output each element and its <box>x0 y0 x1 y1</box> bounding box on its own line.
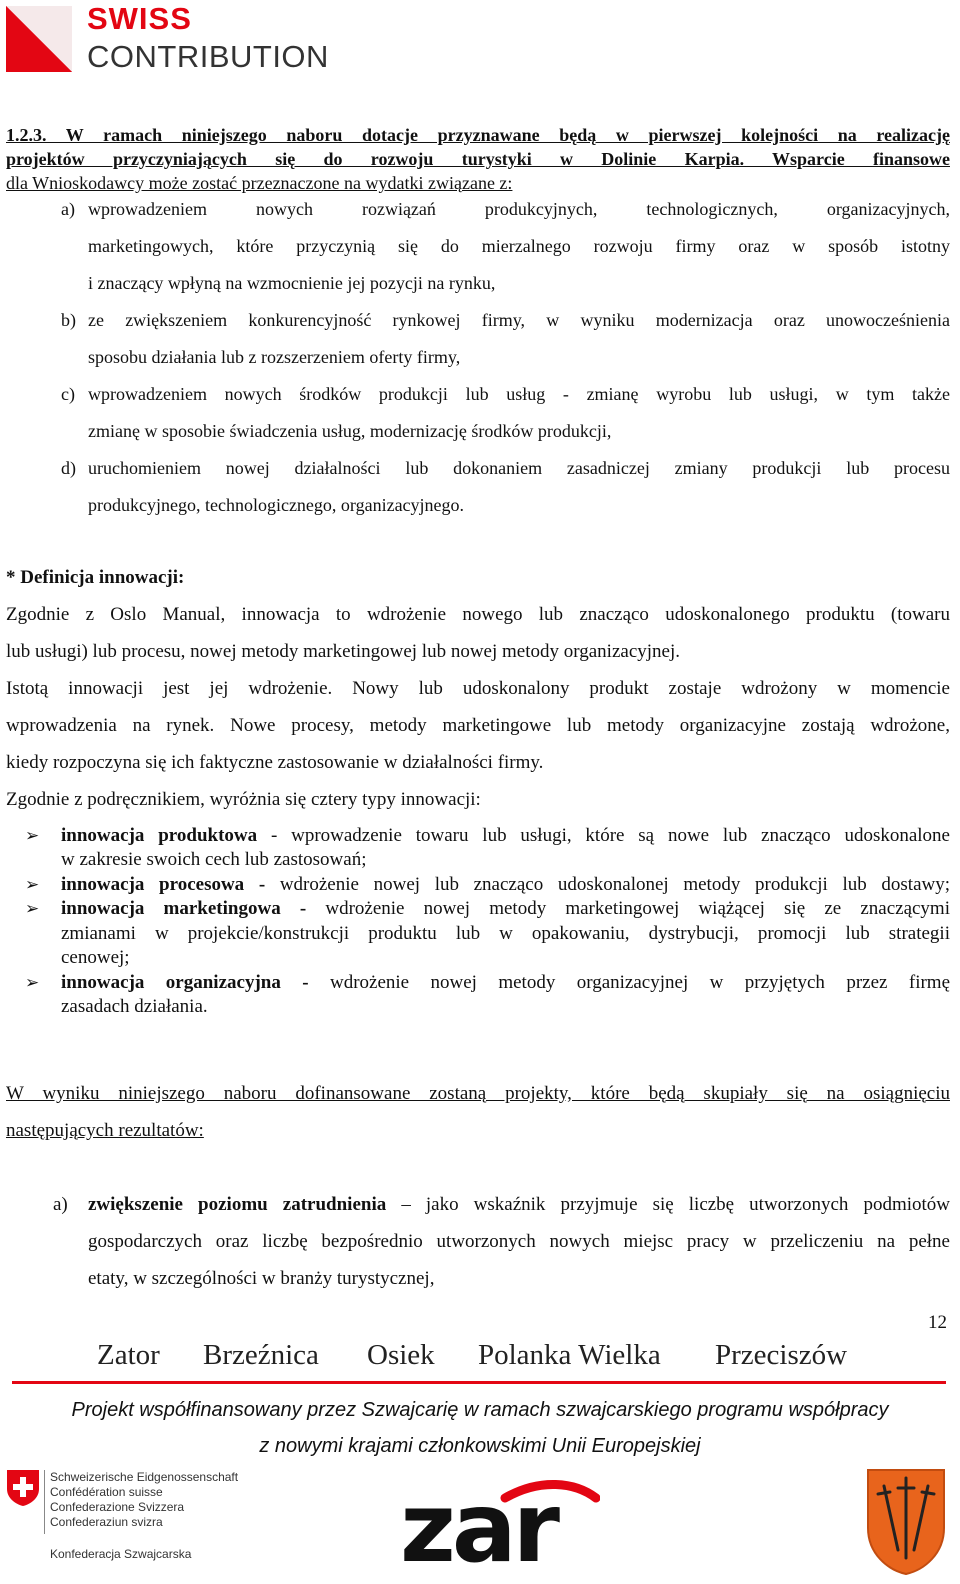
innovation-type-desc: wprowadzenie towaru lub usługi, które są nowe lub znacząco udoskonalone <box>291 825 950 846</box>
innovation-type-term: innowacja procesowa - <box>61 874 266 895</box>
list-item-a-line-3: i znaczący wpłyną na wzmocnienie jej pozycji na rynku, <box>88 273 496 293</box>
town-osiek: Osiek <box>367 1339 435 1371</box>
list-marker-a: a) <box>61 199 75 219</box>
definition-heading: * Definicja innowacji: <box>6 567 185 588</box>
results-item-desc: – jako wskaźnik przyjmuje się liczbę utworzonych podmiotów <box>401 1194 950 1215</box>
zar-logo <box>400 1472 600 1584</box>
innovation-type-process-line-1 <box>61 873 950 897</box>
list-item-c-line-2: zmianę w sposobie świadczenia usług, modernizację środków produkcji, <box>88 421 612 441</box>
innovation-type-organizational-line-2: zasadach działania. <box>61 996 208 1017</box>
coat-of-arms-icon <box>866 1468 946 1576</box>
bullet-arrow-icon: ➢ <box>25 875 40 894</box>
innovation-type-desc: wdrożenie nowej lub znacząco udoskonalonej metody produkcji lub dostawy; <box>279 874 951 895</box>
confed-line-3: Confederazione Svizzera <box>50 1500 185 1514</box>
list-item-a-line-1: wprowadzeniem nowych rozwiązań produkcyjnych, technologicznych, organizacyjnych, <box>88 199 950 219</box>
section-heading-line-1: 1.2.3. W ramach niniejszego naboru dotacje przyznawane będą w pierwszej kolejności na realizację <box>6 125 950 145</box>
definition-p2-line-2: wprowadzenia na rynek. Nowe procesy, metody marketingowe lub metody organizacyjne zostają wdrożone, <box>6 715 950 736</box>
logo-text-swiss: SWISS <box>87 1 192 36</box>
town-brzeznica: Brzeźnica <box>203 1339 319 1371</box>
confed-divider <box>44 1470 45 1534</box>
footer-project-line-2: z nowymi krajami członkowskimi Unii Europejskiej <box>259 1435 701 1457</box>
list-item-c-line-1: wprowadzeniem nowych środków produkcji lub usług - zmianę wyrobu lub usługi, w tym także <box>88 384 950 404</box>
confed-line-4: Confederaziun svizra <box>50 1515 163 1529</box>
definition-p1-line-2: lub usługi) lub procesu, nowej metody marketingowej lub nowej metody organizacyjnej. <box>6 641 680 662</box>
innovation-type-desc: wdrożenie nowej metody marketingowej wiążącej się ze znaczącymi <box>325 898 950 919</box>
swiss-contribution-flag-icon <box>6 6 72 72</box>
definition-p2-line-3: kiedy rozpoczyna się ich faktyczne zastosowanie w działalności firmy. <box>6 752 544 773</box>
town-przeciszow: Przeciszów <box>715 1339 848 1371</box>
footer-project-line-1: Projekt współfinansowany przez Szwajcarię w ramach szwajcarskiego programu współpracy <box>71 1399 889 1421</box>
list-item-d-line-1: uruchomieniem nowej działalności lub dokonaniem zasadniczej zmiany produkcji lub procesu <box>88 458 950 478</box>
section-heading-line-3: dla Wnioskodawcy może zostać przeznaczone na wydatki związane z: <box>6 173 513 193</box>
logo-text-contribution: CONTRIBUTION <box>87 39 329 74</box>
innovation-type-marketing-line-2: zmianami w projekcie/konstrukcji produktu lub w opakowaniu, dystrybucji, promocji lub strategii <box>61 923 950 944</box>
list-marker-d: d) <box>61 458 76 478</box>
section-line2-text: projektów przyczyniających się do rozwoju turystyki w Dolinie Karpia. Wsparcie finansowe <box>6 149 950 169</box>
innovation-type-marketing-line-1 <box>61 897 950 921</box>
bullet-arrow-icon: ➢ <box>25 973 40 992</box>
results-item-a-line-1 <box>88 1193 950 1217</box>
section-heading-line-2 <box>6 147 950 171</box>
term-separator <box>306 898 325 919</box>
footer-divider <box>12 1381 946 1384</box>
confed-polish-name: Konfederacja Szwajcarska <box>50 1547 192 1561</box>
innovation-type-product-line-1 <box>61 824 950 848</box>
term-separator <box>265 874 280 895</box>
list-item-d-line-2: produkcyjnego, technologicznego, organizacyjnego. <box>88 495 465 515</box>
innovation-type-organizational-line-1 <box>61 971 950 995</box>
list-marker-b: b) <box>61 310 76 330</box>
innovation-type-term: innowacja marketingowa - <box>61 898 307 919</box>
list-item-b-line-2: sposobu działania lub z rozszerzeniem oferty firmy, <box>88 347 461 367</box>
zar-logo-text: zar <box>400 1472 556 1584</box>
town-zator: Zator <box>97 1339 160 1371</box>
results-item-term: zwiększenie poziomu zatrudnienia <box>88 1194 387 1215</box>
results-intro-line-2: następujących rezultatów: <box>6 1120 204 1141</box>
term-separator: - <box>257 825 292 846</box>
list-item-a-line-2: marketingowych, które przyczynią się do mierzalnego rozwoju firmy oraz w sposób istotny <box>88 236 950 256</box>
bullet-arrow-icon: ➢ <box>25 826 40 845</box>
results-item-a-line-3: etaty, w szczególności w branży turystycznej, <box>88 1268 435 1289</box>
swiss-cross-shield-icon <box>6 1469 40 1507</box>
definition-p1-line-1: Zgodnie z Oslo Manual, innowacja to wdrożenie nowego lub znacząco udoskonalonego produktu (towaru <box>6 604 950 625</box>
innovation-type-marketing-line-3: cenowej; <box>61 947 130 968</box>
term-separator <box>309 972 330 993</box>
definition-p2-line-1: Istotą innowacji jest jej wdrożenie. Nowy lub udoskonalony produkt zostaje wdrożony w momencie <box>6 678 950 699</box>
innovation-type-product-line-2: w zakresie swoich cech lub zastosowań; <box>61 849 367 870</box>
results-intro-line-1: W wyniku niniejszego naboru dofinansowane zostaną projekty, które będą skupiały się na osiągnięciu <box>6 1083 950 1104</box>
innovation-type-desc: wdrożenie nowej metody organizacyjnej w przyjętych przez firmę <box>329 972 951 993</box>
innovation-type-term: innowacja organizacyjna - <box>61 972 309 993</box>
confed-line-1: Schweizerische Eidgenossenschaft <box>50 1470 239 1484</box>
town-polanka-wielka: Polanka Wielka <box>478 1339 661 1371</box>
results-marker-a: a) <box>53 1194 68 1215</box>
confed-line-2: Confédération suisse <box>50 1485 163 1499</box>
results-item-a-line-2: gospodarczych oraz liczbę bezpośrednio utworzonych nowych miejsc pracy w przeliczeniu na pełne <box>88 1231 950 1252</box>
list-marker-c: c) <box>61 384 75 404</box>
bullet-arrow-icon: ➢ <box>25 899 40 918</box>
list-item-b-line-1: ze zwiększeniem konkurencyjność rynkowej firmy, w wyniku modernizacja oraz unowocześnienia <box>88 310 950 330</box>
definition-p3: Zgodnie z podręcznikiem, wyróżnia się cztery typy innowacji: <box>6 789 481 810</box>
page-number: 12 <box>928 1312 947 1333</box>
innovation-type-term: innowacja produktowa <box>61 825 258 846</box>
